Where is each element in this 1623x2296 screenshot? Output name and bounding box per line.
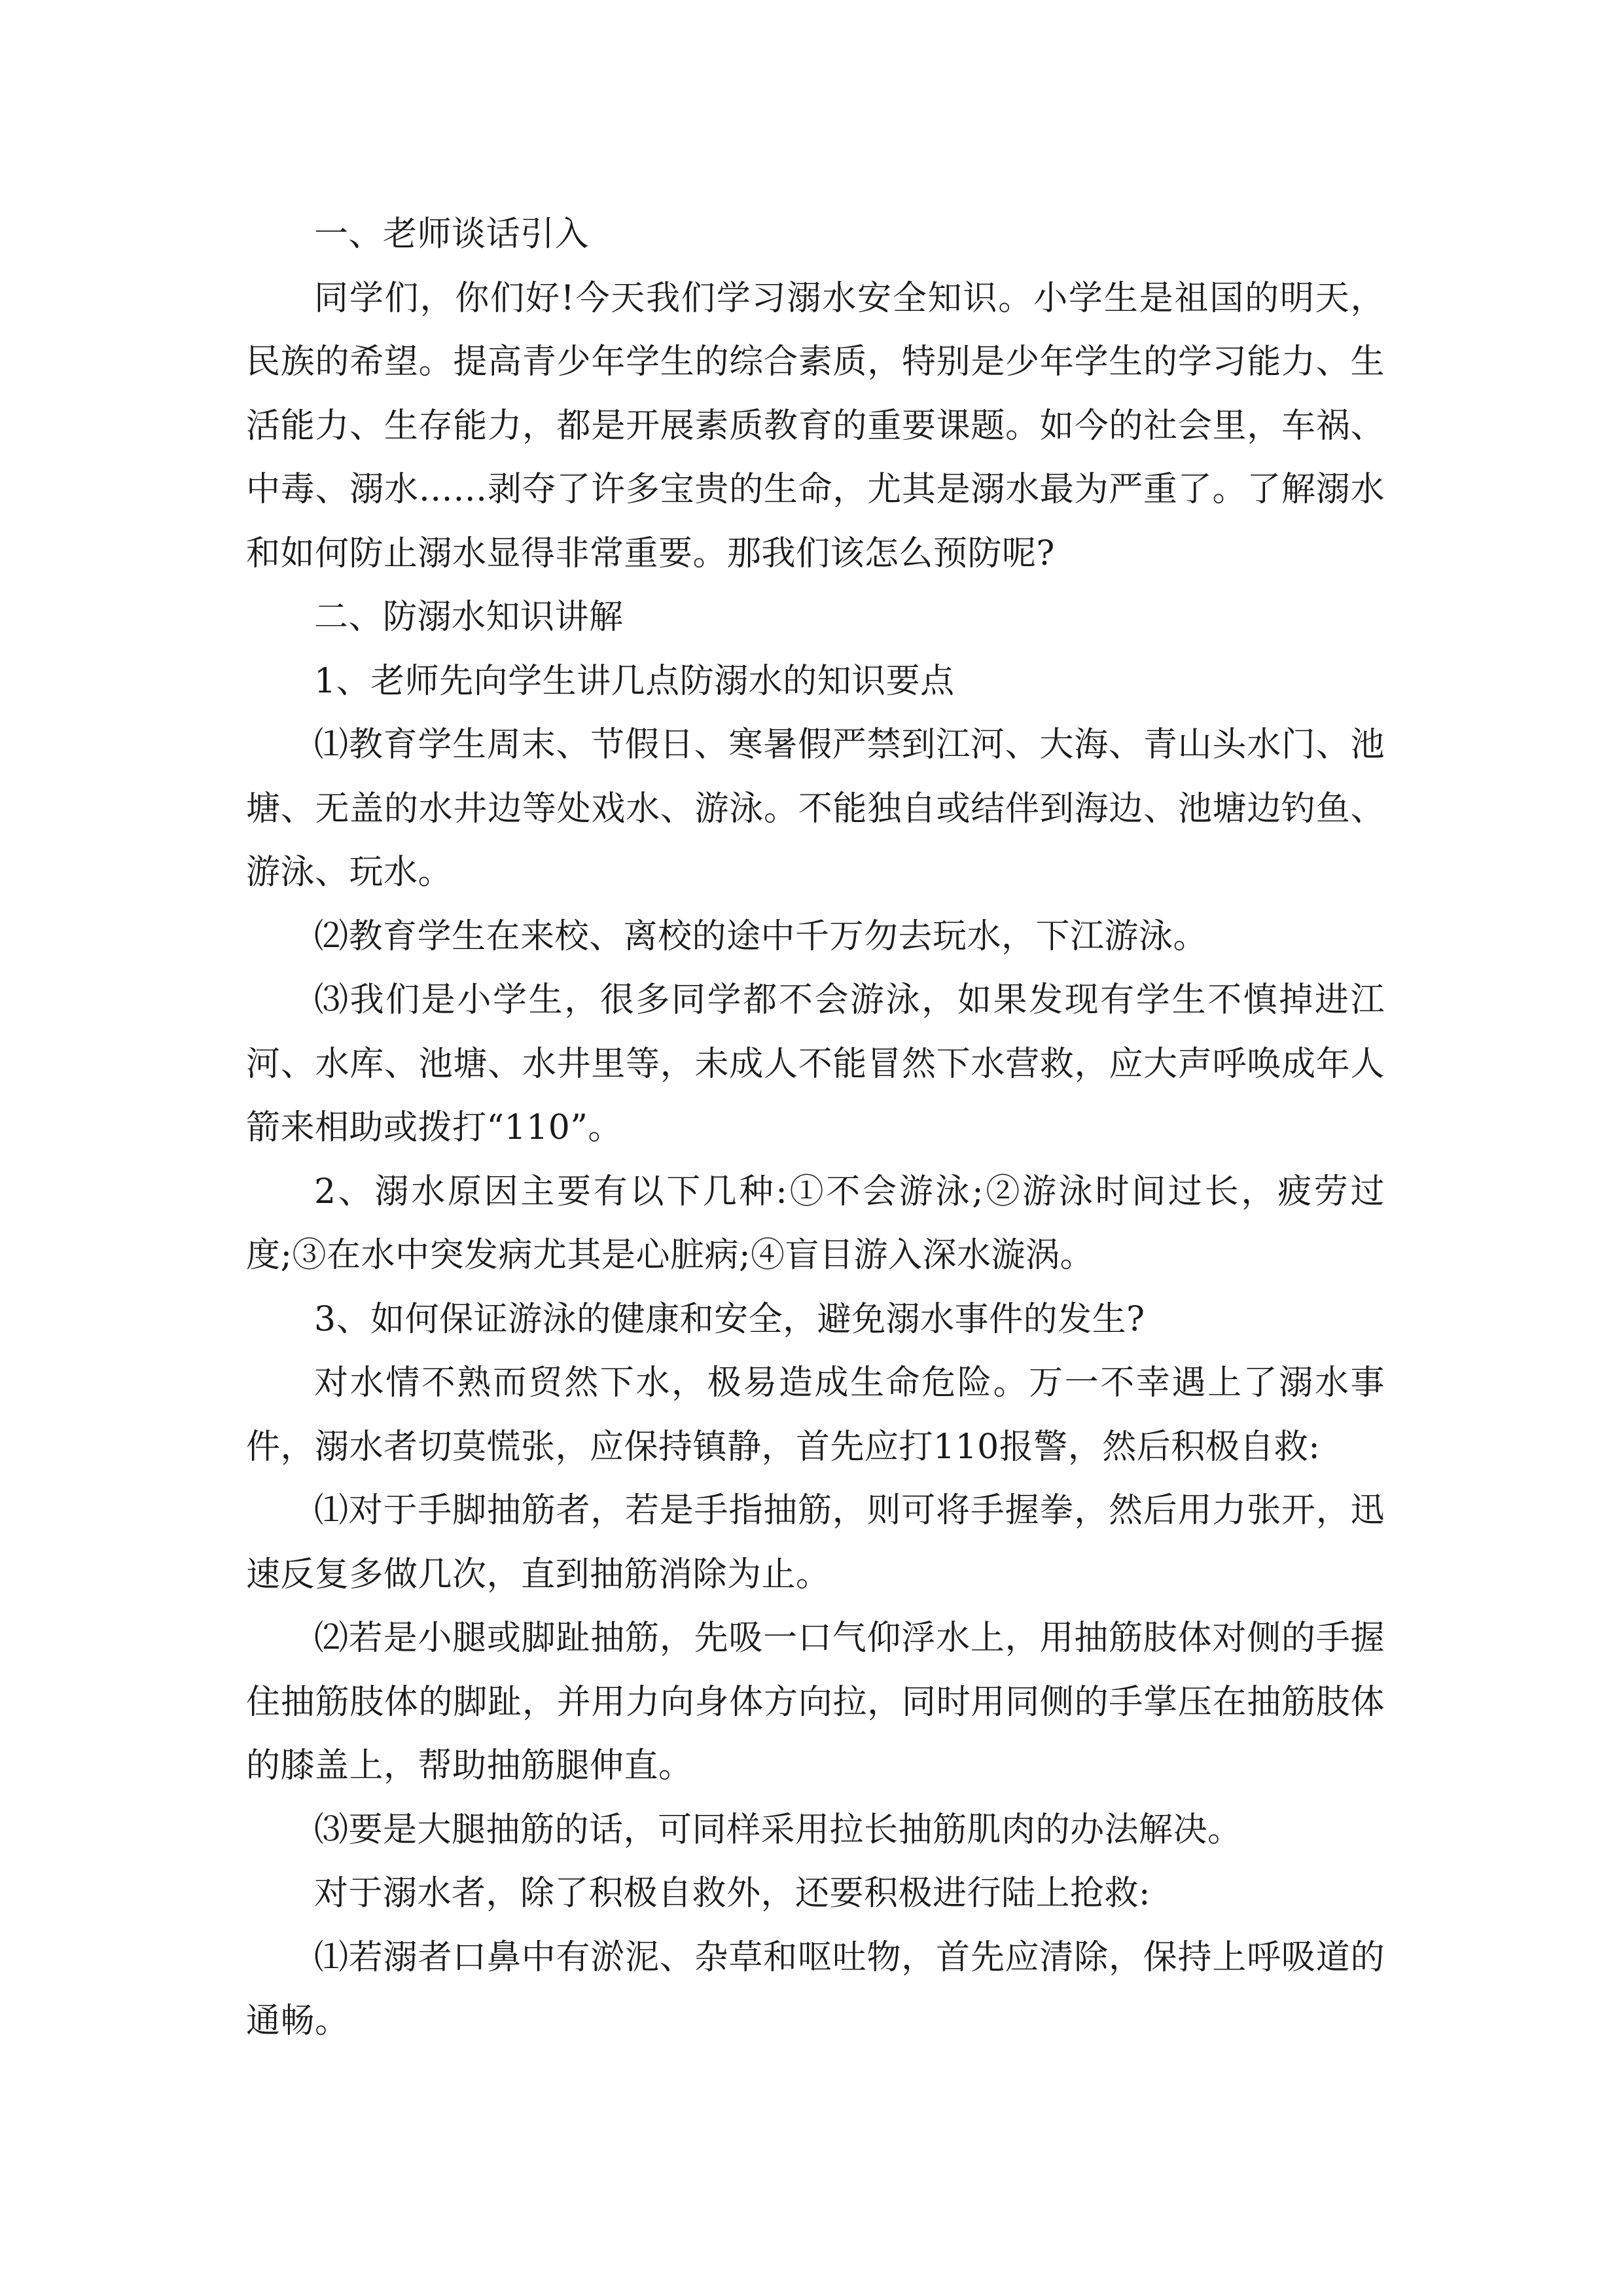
section-heading-1: 一、老师谈话引入 xyxy=(314,215,590,254)
land-rescue-item-1: ⑴若溺者口鼻中有淤泥、杂草和呕吐物，首先应清除，保持上呼吸道的通畅。 xyxy=(246,1937,1385,2041)
drowning-causes-paragraph: 2、溺水原因主要有以下几种:①不会游泳;②游泳时间过长，疲劳过度;③在水中突发病尤其是心脏病;④盲目游入深水漩涡。 xyxy=(246,1172,1385,1275)
self-rescue-item-3: ⑶要是大腿抽筋的话，可同样采用拉长抽筋肌肉的办法解决。 xyxy=(314,1810,1242,1850)
subheading-safety-question: 3、如何保证游泳的健康和安全，避免溺水事件的发生? xyxy=(314,1299,1145,1339)
land-rescue-intro: 对于溺水者，除了积极自救外，还要积极进行陆上抢救: xyxy=(314,1874,1151,1913)
rule-item-1: ⑴教育学生周末、节假日、寒暑假严禁到江河、大海、青山头水门、池塘、无盖的水井边等处戏水、游泳。不能独自或结伴到海边、池塘边钓鱼、游泳、玩水。 xyxy=(246,725,1385,892)
document-body xyxy=(246,203,1385,2054)
subheading-knowledge-points: 1、老师先向学生讲几点防溺水的知识要点 xyxy=(314,661,955,701)
rule-item-2: ⑵教育学生在来校、离校的途中千万勿去玩水，下江游泳。 xyxy=(314,916,1208,956)
intro-paragraph: 同学们，你们好!今天我们学习溺水安全知识。小学生是祖国的明天，民族的希望。提高青少年学生的综合素质，特别是少年学生的学习能力、生活能力、生存能力，都是开展素质教育的重要课题。如今的社会里，车祸、中毒、溺水……剥夺了许多宝贵的生命，尤其是溺水最为严重了。了解溺水和如何防止溺水显得非常重要。那我们该怎么预防呢? xyxy=(246,278,1385,573)
self-rescue-item-1: ⑴对于手脚抽筋者，若是手指抽筋，则可将手握拳，然后用力张开，迅速反复多做几次，直到抽筋消除为止。 xyxy=(246,1491,1385,1594)
rule-item-3: ⑶我们是小学生，很多同学都不会游泳，如果发现有学生不慎掉进江河、水库、池塘、水井里等，未成人不能冒然下水营救，应大声呼唤成年人箭来相助或拨打“110”。 xyxy=(246,980,1385,1147)
section-heading-2: 二、防溺水知识讲解 xyxy=(314,598,624,637)
self-rescue-item-2: ⑵若是小腿或脚趾抽筋，先吸一口气仰浮水上，用抽筋肢体对侧的手握住抽筋肢体的脚趾，并用力向身体方向拉，同时用同侧的手掌压在抽筋肢体的膝盖上，帮助抽筋腿伸直。 xyxy=(246,1619,1385,1785)
self-rescue-intro: 对水情不熟而贸然下水，极易造成生命危险。万一不幸遇上了溺水事件，溺水者切莫慌张，应保持镇静，首先应打110报警，然后积极自救: xyxy=(246,1363,1385,1467)
